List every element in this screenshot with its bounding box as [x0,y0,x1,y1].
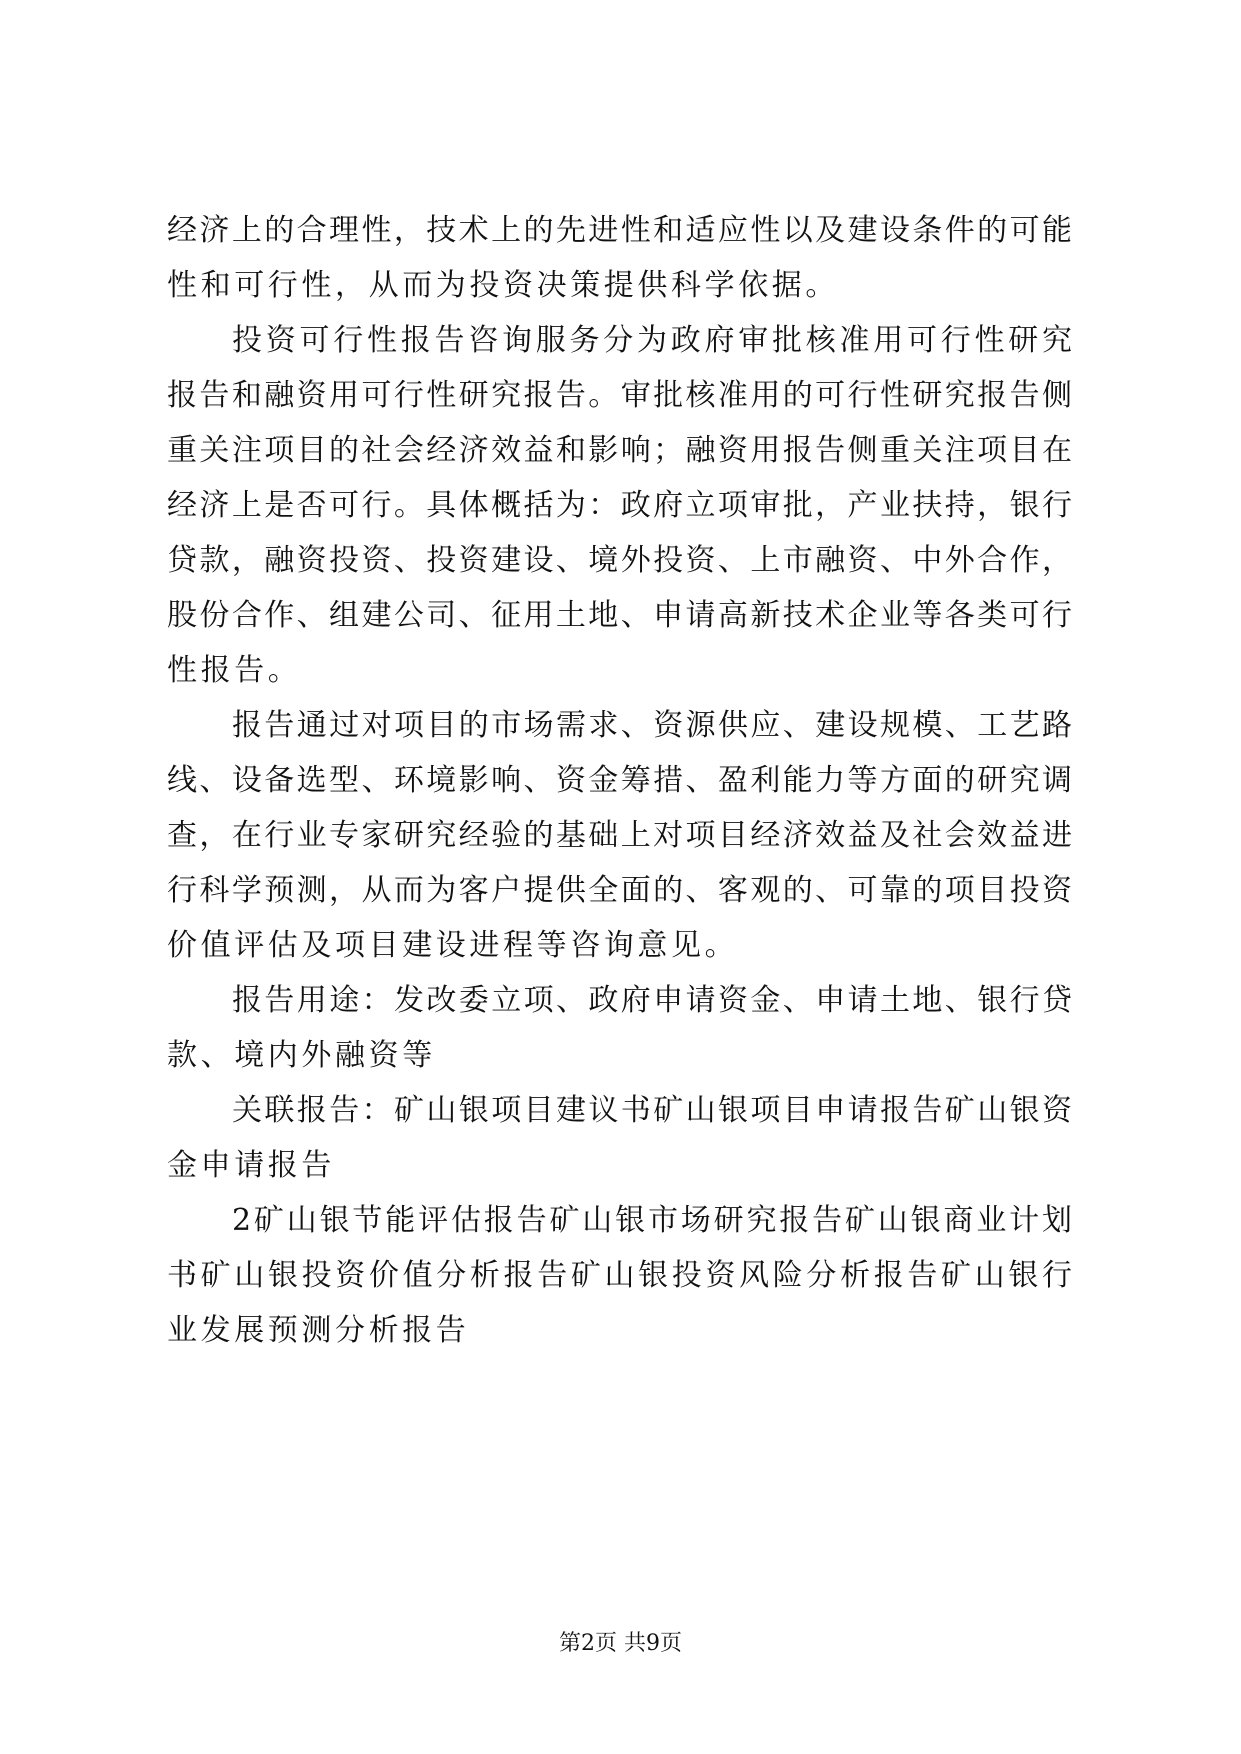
paragraph-2-line-7: 性报告。 [167,653,302,688]
paragraph-6-line-2: 书矿山银投资价值分析报告矿山银投资风险分析报告矿山银行 [167,1258,1072,1293]
paragraph-6-line-1: 2矿山银节能评估报告矿山银市场研究报告矿山银商业计划 [232,1203,1072,1238]
paragraph-2-line-1: 投资可行性报告咨询服务分为政府审批核准用可行性研究 [232,323,1072,358]
paragraph-6-line-3: 业发展预测分析报告 [167,1313,470,1348]
paragraph-2-line-3: 重关注项目的社会经济效益和影响；融资用报告侧重关注项目在 [167,433,1072,468]
paragraph-2-line-5: 贷款，融资投资、投资建设、境外投资、上市融资、中外合作， [167,543,1072,578]
paragraph-2-line-4: 经济上是否可行。具体概括为：政府立项审批，产业扶持，银行 [167,488,1072,523]
paragraph-3-line-1: 报告通过对项目的市场需求、资源供应、建设规模、工艺路 [232,708,1072,743]
paragraph-3-line-2: 线、设备选型、环境影响、资金筹措、盈利能力等方面的研究调 [167,763,1072,798]
paragraph-5-line-1: 关联报告：矿山银项目建议书矿山银项目申请报告矿山银资 [232,1093,1072,1128]
paragraph-3-line-5: 价值评估及项目建设进程等咨询意见。 [167,928,739,963]
paragraph-1-line-2: 性和可行性，从而为投资决策提供科学依据。 [167,268,839,303]
paragraph-4-line-1: 报告用途：发改委立项、政府申请资金、申请土地、银行贷 [232,983,1072,1018]
page-number-footer: 第2页 共9页 [559,1631,682,1656]
paragraph-1-line-1: 经济上的合理性，技术上的先进性和适应性以及建设条件的可能 [167,213,1072,248]
paragraph-4-line-2: 款、境内外融资等 [167,1038,436,1073]
paragraph-3-line-3: 查，在行业专家研究经验的基础上对项目经济效益及社会效益进 [167,818,1072,853]
paragraph-2-line-2: 报告和融资用可行性研究报告。审批核准用的可行性研究报告侧 [167,378,1072,413]
paragraph-5-line-2: 金申请报告 [167,1148,335,1183]
paragraph-2-line-6: 股份合作、组建公司、征用土地、申请高新技术企业等各类可行 [167,598,1072,633]
paragraph-3-line-4: 行科学预测，从而为客户提供全面的、客观的、可靠的项目投资 [167,873,1072,908]
